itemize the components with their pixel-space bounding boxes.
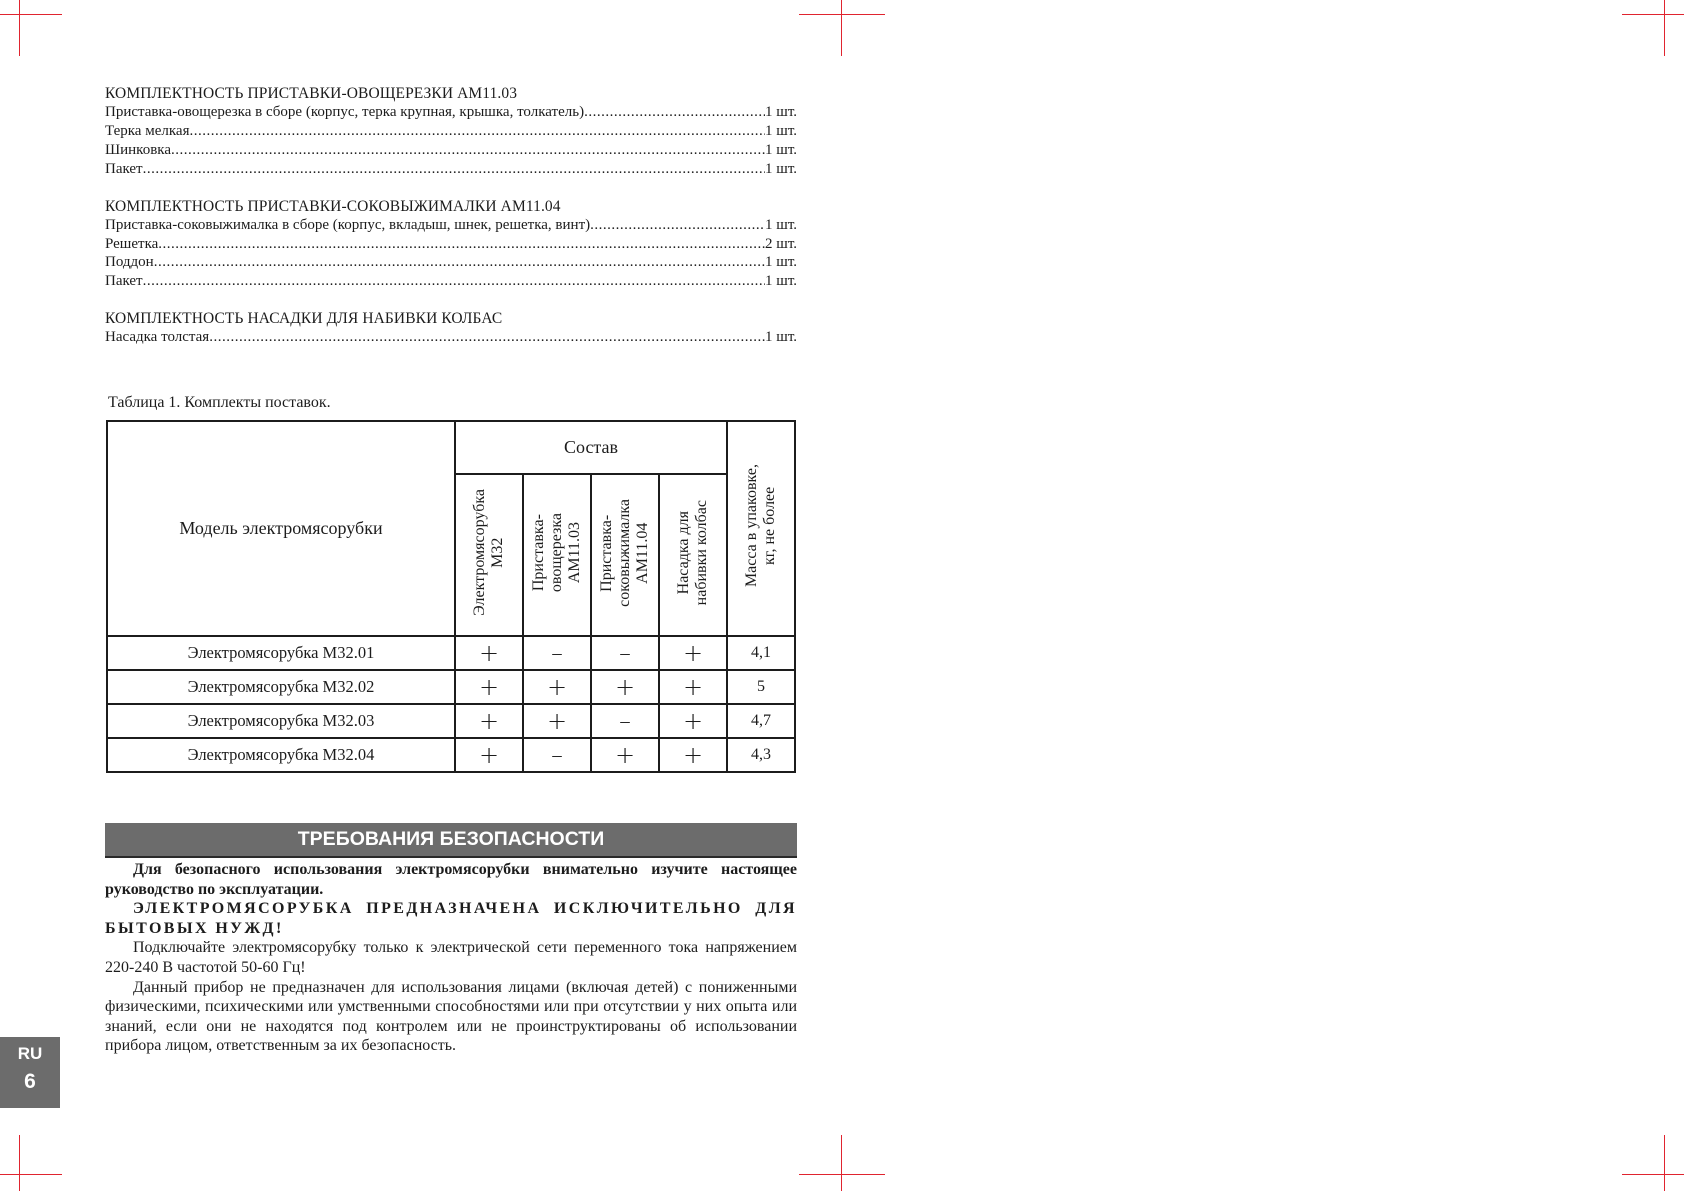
section-title: КОМПЛЕКТНОСТЬ ПРИСТАВКИ-СОКОВЫЖИМАЛКИ АМ11.04 — [105, 197, 561, 215]
safety-text — [105, 860, 797, 1056]
language-label: RU — [17, 1044, 43, 1063]
table-row: Электромясорубка М32.02 + + + + 5 — [107, 670, 795, 704]
paragraph: Подключайте электромясорубку только к электрической сети переменного тока напряжением 220-240 В частотой 50-60 Гц! — [105, 939, 797, 976]
page-tab — [0, 1037, 60, 1108]
paragraph: ЭЛЕКТРОМЯСОРУБКА ПРЕДНАЗНАЧЕНА ИСКЛЮЧИТЕЛЬНО ДЛЯ БЫТОВЫХ НУЖД! — [105, 900, 797, 937]
table-row: Электромясорубка М32.04 + – + + 4,3 — [107, 738, 795, 772]
list-item: Приставка-соковыжималка в сборе (корпус, вкладыш, шнек, решетка, винт) ..... 1 шт. — [105, 216, 797, 235]
paragraph: Данный прибор не предназначен для использования лицами (включая детей) с пониженными физическими, психическими или умственными способностями или при отсутствии у них опыта или знаний, если они не находятся под контролем или не проинструктированы об использовании прибора лицом, ответственным за их безопасность. — [105, 978, 797, 1055]
list-item: Пакет ..... 1 шт. — [105, 160, 797, 179]
list-item: Решетка ..... 2 шт. — [105, 235, 797, 254]
list-item: Насадка толстая ..... 1 шт. — [105, 328, 797, 347]
mass-header: Масса в упаковке, кг, не более — [727, 421, 795, 636]
section-title: КОМПЛЕКТНОСТЬ НАСАДКИ ДЛЯ НАБИВКИ КОЛБАС — [105, 310, 503, 328]
list-item: Пакет ..... 1 шт. — [105, 272, 797, 291]
model-header: Модель электромясорубки — [107, 421, 455, 636]
page-number: 6 — [24, 1070, 36, 1093]
list-item: Поддон ..... 1 шт. — [105, 253, 797, 272]
column-header: Приставка- овощерезка АМ11.03 — [523, 474, 591, 636]
divider — [105, 856, 797, 858]
kits-table — [106, 420, 796, 773]
list-item: Шинковка ..... 1 шт. — [105, 141, 797, 160]
paragraph: Для безопасного использования электромясорубки внимательно изучите настоящее руководство по эксплуатации. — [105, 861, 797, 898]
section-title: КОМПЛЕКТНОСТЬ ПРИСТАВКИ-ОВОЩЕРЕЗКИ АМ11.03 — [105, 85, 518, 102]
table-row: Электромясорубка М32.01 + – – + 4,1 — [107, 636, 795, 670]
column-header: Насадка для набивки колбас — [659, 474, 727, 636]
column-header: Приставка- соковыжималка АМ11.04 — [591, 474, 659, 636]
table-caption: Таблица 1. Комплекты поставок. — [108, 394, 331, 411]
column-header: Электромясорубка М32 — [455, 474, 523, 636]
table-row: Электромясорубка М32.03 + + – + 4,7 — [107, 704, 795, 738]
composition-header: Состав — [455, 421, 727, 474]
completeness-lists — [105, 84, 797, 347]
safety-heading: ТРЕБОВАНИЯ БЕЗОПАСНОСТИ — [105, 823, 797, 856]
list-item: Приставка-овощерезка в сборе (корпус, терка крупная, крышка, толкатель) ..... 1 шт. — [105, 103, 797, 122]
list-item: Терка мелкая ..... 1 шт. — [105, 122, 797, 141]
